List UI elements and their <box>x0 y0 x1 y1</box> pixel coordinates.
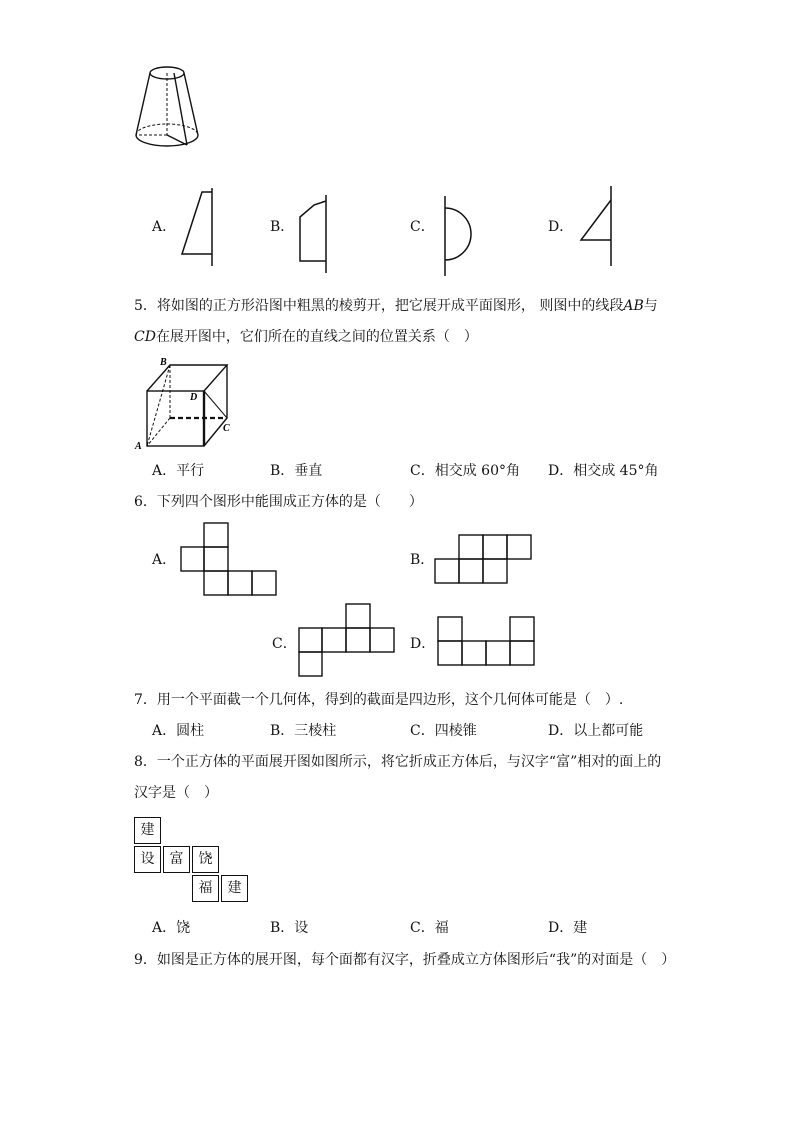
q7-stem: 7．用一个平面截一个几何体，得到的截面是四边形，这个几何体可能是（ ）. <box>134 692 624 708</box>
q7-option-b[interactable]: B．三棱柱 <box>270 723 337 739</box>
q8-net-cell: 富 <box>163 846 190 873</box>
q8-net-cell: 饶 <box>192 846 219 873</box>
cube-label-c: C <box>223 423 230 434</box>
q7-option-c[interactable]: C．四棱锥 <box>410 723 477 739</box>
q6-option-b[interactable]: B． <box>410 552 435 568</box>
q8-stem-line2: 汉字是（ ） <box>134 785 218 801</box>
frustum-figure <box>130 62 220 162</box>
q5-segment-cd: CD <box>134 329 156 345</box>
q8-net-cell: 建 <box>221 875 248 902</box>
q4-option-c[interactable]: C． <box>410 219 435 235</box>
cube-label-b: B <box>160 357 167 368</box>
q4-option-b-shape <box>296 195 336 280</box>
q9-stem: 9．如图是正方体的展开图，每个面都有汉字，折叠成立方体图形后“我”的对面是（ ） <box>134 952 676 968</box>
q8-stem-line1: 8．一个正方体的平面展开图如图所示，将它折成正方体后，与汉字“富”相对的面上的 <box>134 754 662 770</box>
q8-option-c[interactable]: C．福 <box>410 920 449 936</box>
q6-option-c-net <box>298 603 398 678</box>
q5-option-a[interactable]: A．平行 <box>152 463 205 479</box>
q8-option-b[interactable]: B．设 <box>270 920 309 936</box>
q4-option-b[interactable]: B． <box>270 219 295 235</box>
q7-option-d[interactable]: D．以上都可能 <box>548 723 644 739</box>
q7-option-a[interactable]: A．圆柱 <box>152 723 205 739</box>
q5-option-d[interactable]: D．相交成 45°角 <box>548 463 659 479</box>
q8-option-d[interactable]: D．建 <box>548 920 588 936</box>
q4-option-d[interactable]: D． <box>548 219 574 235</box>
q6-option-c[interactable]: C． <box>272 636 297 652</box>
q8-net-cell: 建 <box>134 817 161 844</box>
q5-stem-line2: CD在展开图中，它们所在的直线之间的位置关系（ ） <box>134 329 478 345</box>
q5-stem-line1: 5．将如图的正方形沿图中粗黑的棱剪开，把它展开成平面图形， 则图中的线段AB与 <box>134 298 658 314</box>
cube-label-d: D <box>190 392 198 403</box>
q6-option-b-net <box>434 534 534 584</box>
q6-stem: 6．下列四个图形中能围成正方体的是（ ） <box>134 494 423 510</box>
q8-option-a[interactable]: A．饶 <box>152 920 191 936</box>
q4-option-d-shape <box>575 186 615 274</box>
q6-option-d-net <box>437 616 537 666</box>
q8-net-cell: 设 <box>134 846 161 873</box>
q5-option-c[interactable]: C．相交成 60°角 <box>410 463 520 479</box>
q8-net-cell: 福 <box>192 875 219 902</box>
q5-option-b[interactable]: B．垂直 <box>270 463 323 479</box>
q6-option-a-net <box>180 522 280 597</box>
cube-label-a: A <box>135 441 142 452</box>
q6-option-d[interactable]: D． <box>410 636 436 652</box>
q8-net <box>134 817 254 907</box>
cube-figure <box>130 356 240 451</box>
q6-option-a[interactable]: A． <box>152 552 177 568</box>
q4-option-c-shape <box>440 196 480 281</box>
q4-option-a-shape <box>178 188 218 268</box>
q4-option-a[interactable]: A． <box>152 219 177 235</box>
q5-segment-ab: AB <box>623 298 644 314</box>
